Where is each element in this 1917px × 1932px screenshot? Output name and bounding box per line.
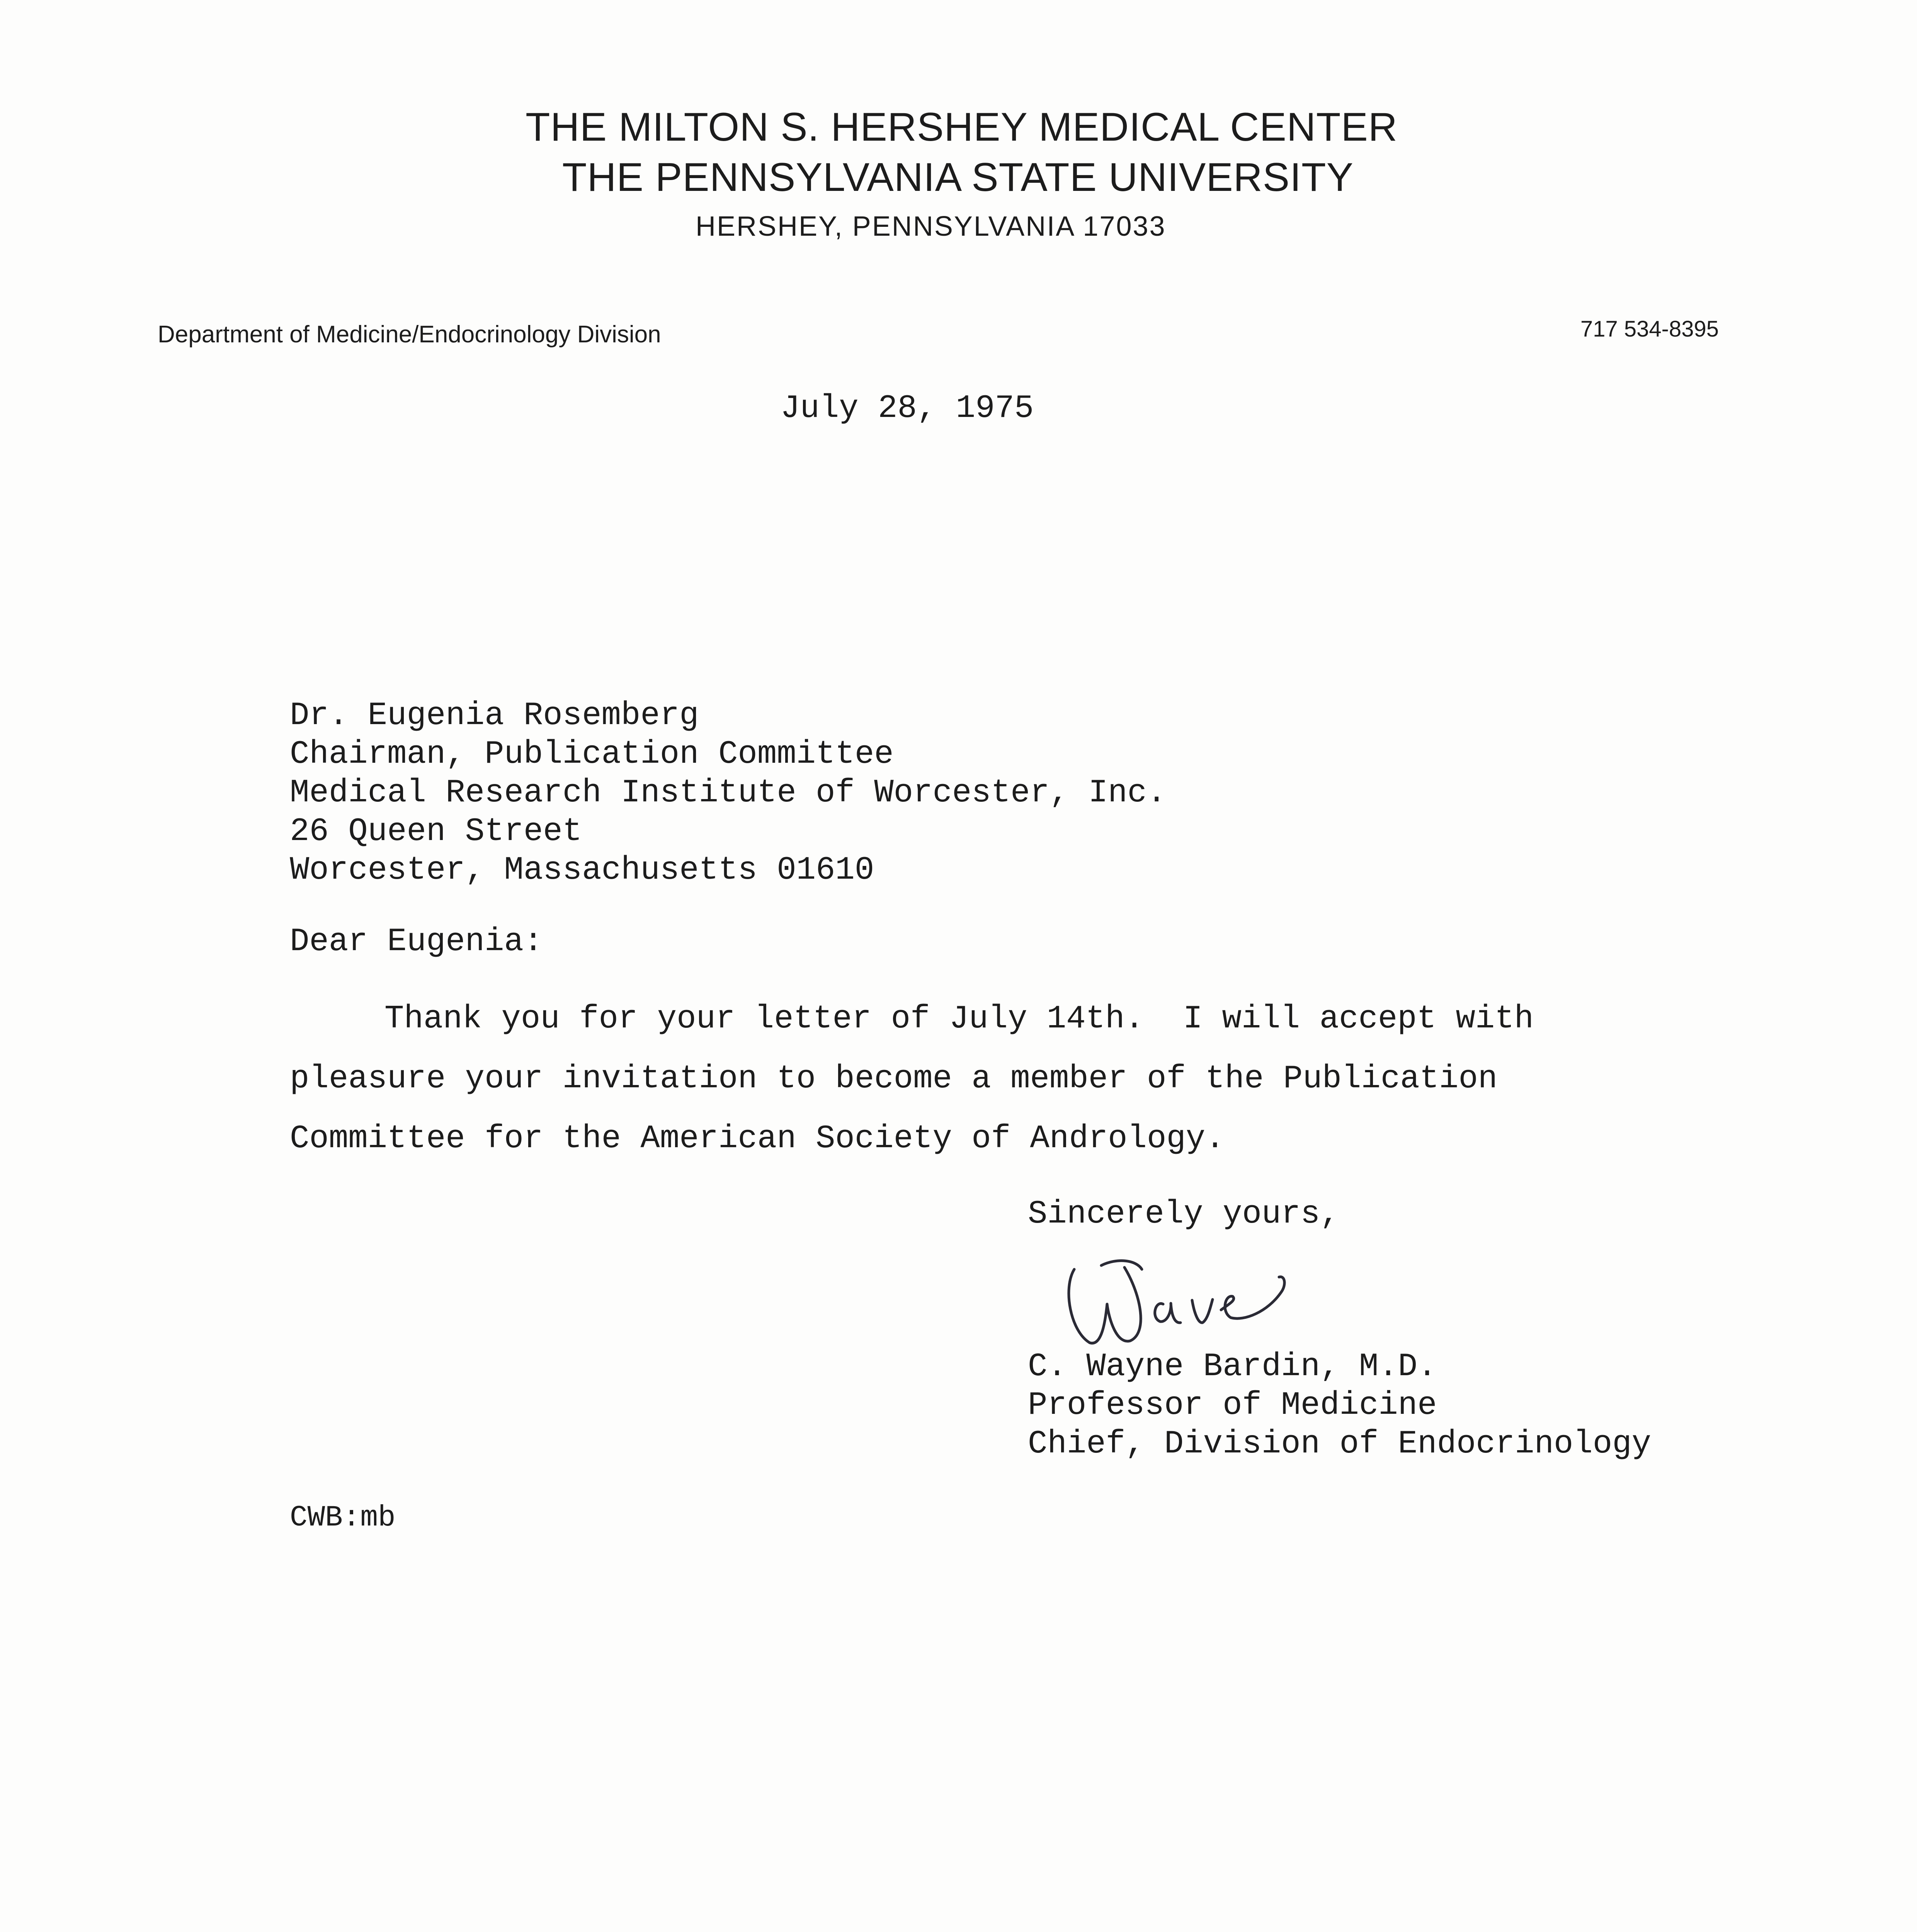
letterhead-phone: 717 534-8395 (1580, 316, 1719, 342)
handwritten-signature (1059, 1254, 1329, 1354)
body-line: pleasure your invitation to become a member of the Publication (290, 1061, 1498, 1097)
body-line: Committee for the American Society of Andrology. (290, 1121, 1225, 1157)
salutation: Dear Eugenia: (290, 923, 543, 960)
reference-initials: CWB:mb (290, 1501, 396, 1534)
recipient-line: Dr. Eugenia Rosemberg (290, 697, 699, 734)
closing: Sincerely yours, (1028, 1196, 1340, 1233)
letterhead-institution-line2: THE PENNSYLVANIA STATE UNIVERSITY (562, 155, 1354, 200)
letterhead-address: HERSHEY, PENNSYLVANIA 17033 (696, 211, 1166, 242)
body-line: Thank you for your letter of July 14th. I will accept with (384, 1001, 1534, 1037)
recipient-line: Chairman, Publication Committee (290, 736, 894, 773)
recipient-line: Medical Research Institute of Worcester, Inc. (290, 775, 1167, 811)
recipient-line: Worcester, Massachusetts 01610 (290, 852, 874, 889)
signatory-name: C. Wayne Bardin, M.D. (1028, 1349, 1437, 1385)
signatory-title: Professor of Medicine (1028, 1387, 1437, 1424)
letterhead-department: Department of Medicine/Endocrinology Division (158, 321, 661, 348)
letterhead-institution-line1: THE MILTON S. HERSHEY MEDICAL CENTER (526, 105, 1398, 150)
letter-date: July 28, 1975 (781, 390, 1034, 427)
signatory-title: Chief, Division of Endocrinology (1028, 1426, 1652, 1463)
recipient-line: 26 Queen Street (290, 813, 582, 850)
